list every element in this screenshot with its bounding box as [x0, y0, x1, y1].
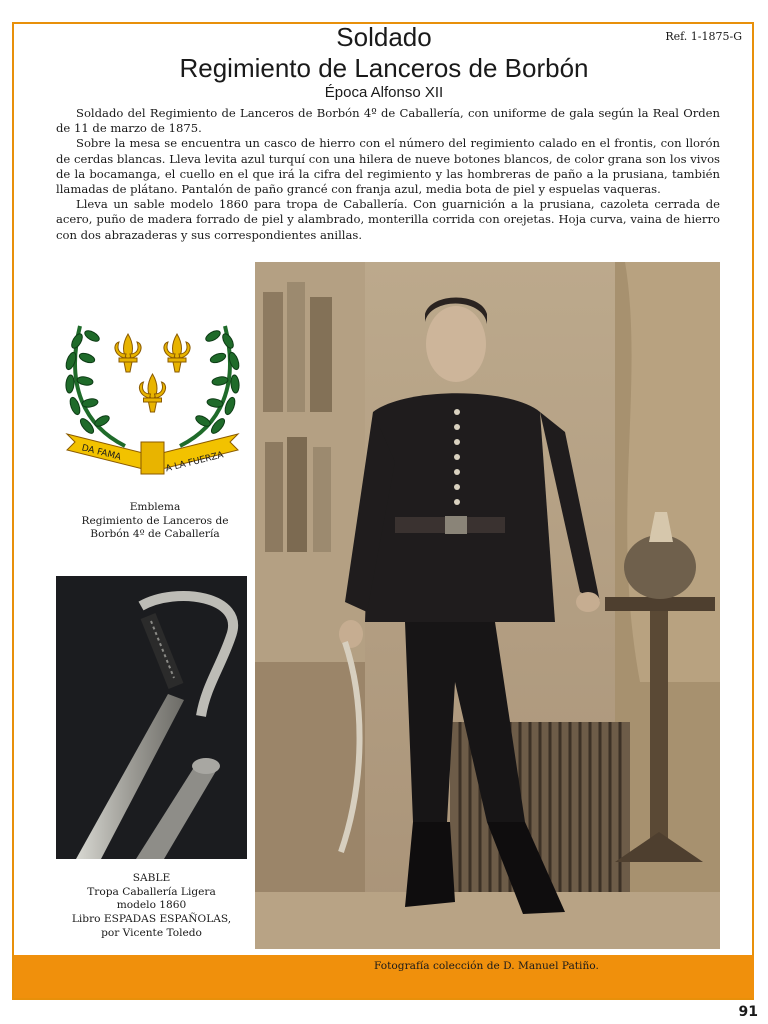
- regiment-emblem: [55, 306, 250, 481]
- emblem-caption-line: Borbón 4º de Caballería: [90, 528, 220, 541]
- motto-left: DA FAMA: [80, 443, 122, 463]
- emblem-caption: [60, 501, 250, 542]
- saber-caption-line: SABLE: [132, 872, 171, 884]
- page-subtitle: Época Alfonso XII: [324, 84, 444, 101]
- emblem-caption-line: Emblema: [129, 501, 181, 513]
- soldier-photograph: [255, 262, 720, 949]
- photo-credit: Fotografía colección de D. Manuel Patiño.: [374, 960, 599, 972]
- paragraph-uniform: Soldado del Regimiento de Lanceros de Borbón 4º de Caballería, con uniforme de gala según la Real Orden de 11 de marzo de 1875.: [56, 106, 720, 136]
- saber-caption-line: modelo 1860: [116, 899, 187, 912]
- saber-caption-line: Libro ESPADAS ESPAÑOLAS,: [71, 913, 232, 926]
- paragraph-sabre: Lleva un sable modelo 1860 para tropa de Caballería. Con guarnición a la prusiana, cazoleta cerrada de acero, puño de madera forrado de piel y alambrado, monterilla corrida con orejetas. Hoja curva, vaina de hierro con dos abrazaderas y sus correspondientes anillas.: [56, 197, 720, 242]
- saber-caption-line: por Vicente Toledo: [101, 926, 202, 939]
- reference-code: Ref. 1-1875-G: [665, 30, 742, 43]
- saber-illustration: [56, 576, 247, 859]
- page-title: Soldado: [336, 22, 432, 52]
- page-title-regiment: Regimiento de Lanceros de Borbón: [179, 53, 589, 83]
- emblem-caption-line: Regimiento de Lanceros de: [81, 514, 229, 527]
- motto-ribbon: [67, 434, 238, 474]
- saber-photo: [56, 576, 247, 859]
- paragraph-equipment: Sobre la mesa se encuentra un casco de hierro con el número del regimiento calado en el frontis, con llorón de cerdas blancas. Lleva levita azul turquí con una hilera de nueve botones blancos, de color grana son los vivos de la bocamanga, el cuello en el que irá la cifra del regimiento y las hombreras de paño a la prusiana, también llamadas de plátano. Pantalón de paño grancé con franja azul, media bota de piel y espuelas vaqueras.: [56, 136, 720, 197]
- saber-caption-line: Tropa Caballería Ligera: [87, 885, 216, 898]
- page-number: 91: [738, 1004, 758, 1020]
- soldier-photo-illustration: [255, 262, 720, 949]
- description-text: [56, 106, 720, 243]
- saber-caption: [56, 872, 247, 941]
- motto-right: A LA FUERZA: [164, 450, 225, 475]
- fleur-de-lis-icon: [115, 334, 190, 412]
